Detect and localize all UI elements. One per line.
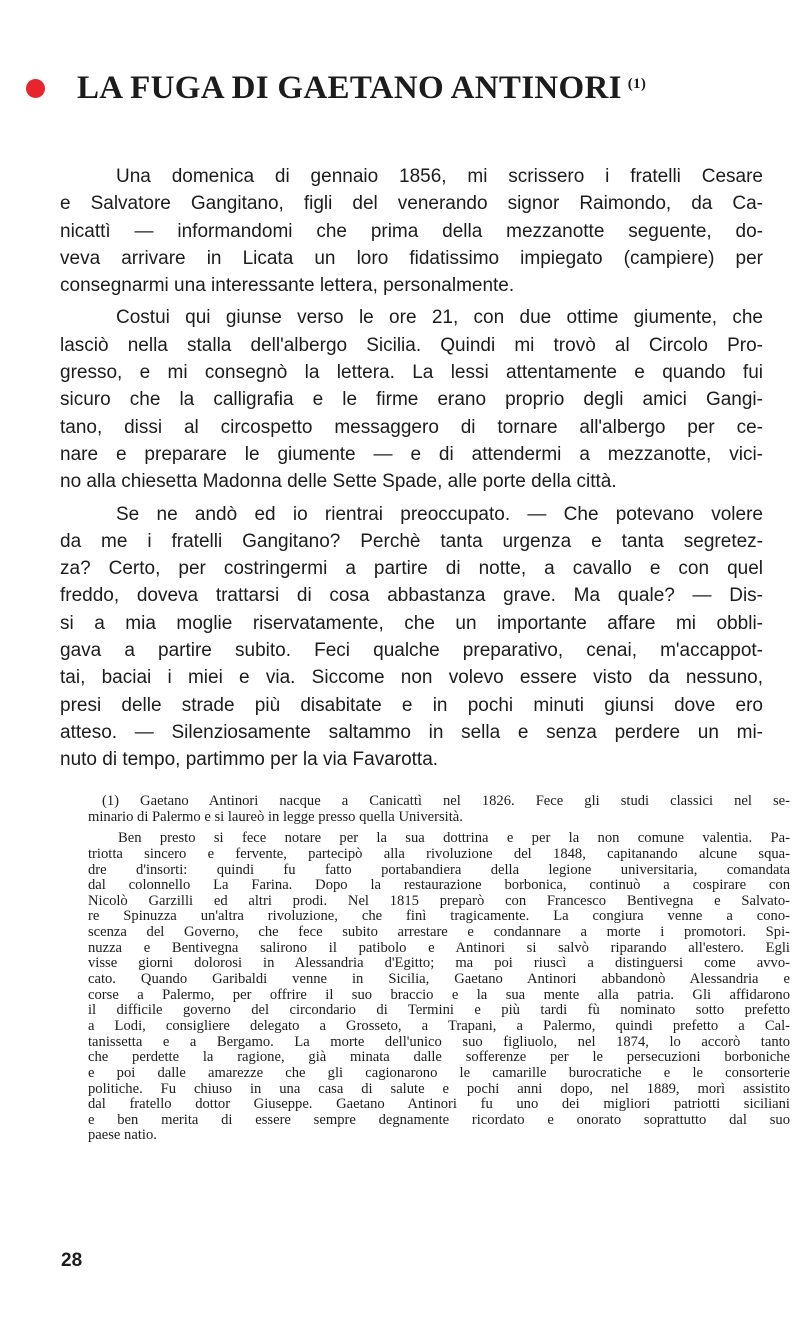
body-text (60, 163, 763, 774)
body-line: si a mia moglie riservatamente, che un importante affare mi obbli- (60, 612, 763, 634)
footnote-line: paese natio. (88, 1128, 157, 1144)
footnote-line: politiche. Fu chiuso in una casa di salute e pochi anni dopo, nel 1889, morì assistito (88, 1081, 790, 1097)
footnote-line: re Spinuzza un'altra rivoluzione, che finì tragicamente. La congiura venne a cono- (88, 909, 790, 925)
footnote-line: Nicolò Garzilli ed altri prodi. Nel 1815 preparò con Francesco Bentivegna e Salvato- (88, 893, 790, 909)
title-bullet-dot (26, 79, 45, 98)
footnote-line: triotta sincero e fervente, partecipò alla rivoluzione del 1848, capitanando alcune squa- (88, 846, 790, 862)
footnote-line: e ben merita di essere sempre degnamente ricordato e onorato soprattutto dal suo (88, 1112, 790, 1128)
footnote-line: corse a Palermo, per offrire il suo braccio e la sua mente alla patria. Gli affidarono (88, 987, 790, 1003)
body-line: Costui qui giunse verso le ore 21, con due ottime giumente, che (116, 307, 763, 329)
footnote-line: a Lodi, consigliere delegato a Grosseto, a Trapani, a Palermo, quindi prefetto a Cal- (88, 1018, 790, 1034)
body-line: e Salvatore Gangitano, figli del venerando signor Raimondo, da Ca- (60, 193, 763, 215)
body-line: za? Certo, per costringermi a partire di notte, a cavallo e con quel (60, 558, 763, 580)
footnote-line: visse giorni dolorosi in Alessandria d'Egitto; ma poi riuscì a distinguersi come avvo- (88, 956, 790, 972)
footnote-line: il difficile governo del circondario di Termini e più tardi fù nominato sotto prefetto (88, 1003, 790, 1019)
body-line: freddo, doveva trattarsi di cosa abbastanza grave. Ma quale? — Dis- (60, 585, 763, 607)
body-line: consegnarmi una interessante lettera, personalmente. (60, 275, 515, 297)
footnote-line: nuzza e Bentivegna salirono il patibolo e Antinori si salvò riparando all'estero. Egli (88, 940, 790, 956)
body-line: nicattì — informandomi che prima della mezzanotte seguente, do- (60, 220, 763, 242)
body-line: presi delle strade più disabitate e in pochi minuti giunsi dove ero (60, 694, 763, 716)
footnote-line: tanissetta e a Bergamo. La morte dell'unico suo figliuolo, nel 1874, lo accorò tanto (88, 1034, 790, 1050)
chapter-title-text: LA FUGA DI GAETANO ANTINORI (77, 70, 622, 106)
footnote-reference: (1) (627, 76, 647, 92)
footnote-line: dre d'insorti: quindi fu fatto portabandiera della legione universitaria, comandata (88, 862, 790, 878)
body-line: veva arrivare in Licata un loro fidatissimo impiegato (campiere) per (60, 247, 763, 269)
body-line: tano, dissi al circospetto messaggero di tornare all'albergo per ce- (60, 416, 763, 438)
body-line: gresso, e mi consegnò la lettera. La lessi attentamente e quando fui (60, 362, 763, 384)
body-line: da me i fratelli Gangitano? Perchè tanta urgenza e tanta segretez- (60, 530, 763, 552)
body-line: lasciò nella stalla dell'albergo Sicilia. Quindi mi trovò al Circolo Pro- (60, 334, 763, 356)
body-line: sicuro che la calligrafia e le firme erano proprio degli amici Gangi- (60, 389, 763, 411)
body-line: tai, baciai i miei e via. Siccome non volevo essere visto da nessuno, (60, 667, 763, 689)
body-line: no alla chiesetta Madonna delle Sette Spade, alle porte della città. (60, 471, 617, 493)
page-number: 28 (61, 1250, 83, 1271)
footnote-block (88, 794, 790, 1144)
footnote-line: minario di Palermo e si laureò in legge presso quella Università. (88, 809, 463, 825)
footnote-line: che perdette la ragione, già minata dalle sofferenze per le persecuzioni borboniche (88, 1050, 790, 1066)
footnote-line: Ben presto si fece notare per la sua dottrina e per la non comune valentia. Pa- (118, 831, 790, 847)
body-line: gava a partire subito. Feci qualche preparativo, cenai, m'accappot- (60, 640, 763, 662)
body-line: nuto di tempo, partimmo per la via Favarotta. (60, 749, 439, 771)
body-line: nare e preparare le giumente — e di attendermi a mezzanotte, vici- (60, 443, 763, 465)
footnote-line: scenza del Governo, che fece subito arrestare e condannare a morte i promotori. Spi- (88, 925, 790, 941)
footnote-line: (1) Gaetano Antinori nacque a Canicattì nel 1826. Fece gli studi classici nel se- (102, 794, 790, 809)
footnote-line: e poi dalle amarezze che gli cagionarono le camarille burocratiche e le consorterie (88, 1065, 790, 1081)
body-line: Una domenica di gennaio 1856, mi scrissero i fratelli Cesare (116, 166, 763, 187)
body-line: atteso. — Silenziosamente saltammo in sella e senza perdere un mi- (60, 721, 763, 743)
chapter-title (77, 64, 646, 112)
body-line: Se ne andò ed io rientrai preoccupato. — Che potevano volere (116, 503, 763, 525)
footnote-line: dal colonnello La Farina. Dopo la restaurazione borbonica, continuò a cospirare con (88, 878, 790, 894)
footnote-line: dal fratello dottor Giuseppe. Gaetano Antinori fu uno dei migliori patriotti siciliani (88, 1097, 790, 1113)
footnote-line: cato. Quando Garibaldi venne in Sicilia, Gaetano Antinori abbandonò Alessandria e (88, 972, 790, 988)
